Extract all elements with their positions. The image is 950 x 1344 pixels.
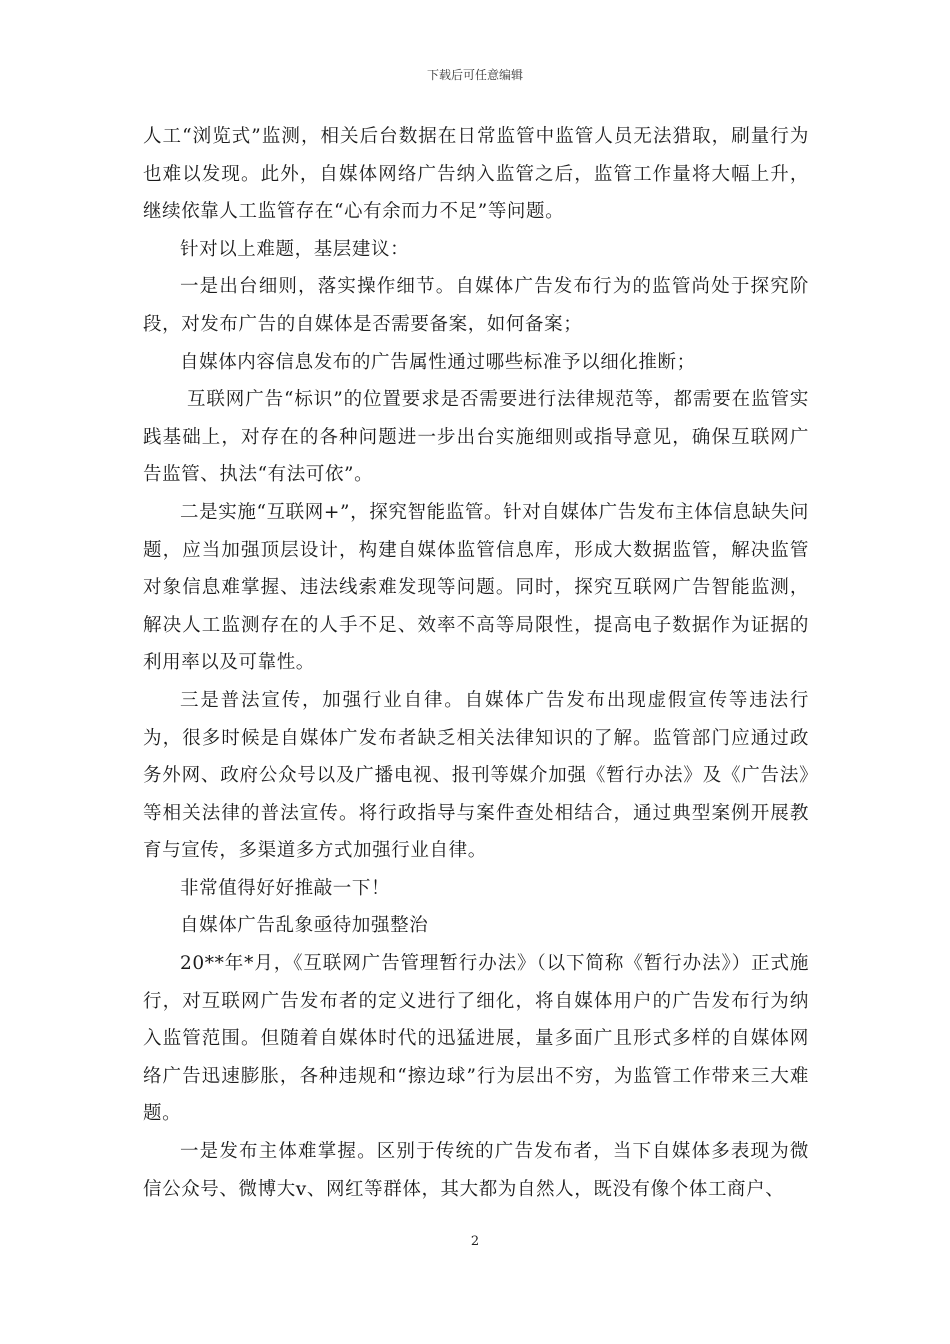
document-body <box>143 118 809 1208</box>
page-header: 下载后可任意编辑 <box>426 68 523 82</box>
paragraph-suggestion-three: 三是普法宣传，加强行业自律。自媒体广告发布出现虚假宣传等违法行为，很多时候是自媒体广发布者缺乏相关法律知识的了解。监管部门应通过政务外网、政府公众号以及广播电视、报刊等媒介加强《暂行办法》及《广告法》等相关法律的普法宣传。将行政指导与案件查处相结合，通过典型案例开展教育与宣传，多渠道多方式加强行业自律。 <box>143 689 809 862</box>
paragraph-suggestion-one: 一是出台细则，落实操作细节。自媒体广告发布行为的监管尚处于探究阶段，对发布广告的自媒体是否需要备案，如何备案； <box>143 276 809 335</box>
paragraph-ad-label-rules: 互联网广告“标识”的位置要求是否需要进行法律规范等，都需要在监管实践基础上，对存在的各种问题进一步出台实施细则或指导意见，确保互联网广告监管、执法“有法可依”。 <box>143 389 809 486</box>
paragraph-ad-attribute-standards: 自媒体内容信息发布的广告属性通过哪些标准予以细化推断； <box>180 351 696 373</box>
paragraph-suggestion-two: 二是实施“互联网+”，探究智能监管。针对自媒体广告发布主体信息缺失问题，应当加强顶层设计，构建自媒体监管信息库，形成大数据监管，解决监管对象信息难掌握、违法线索难发现等问题。同时，探究互联网广告智能监测，解决人工监测存在的人手不足、效率不高等局限性，提高电子数据作为证据的利用率以及可靠性。 <box>143 501 809 674</box>
page-number: 2 <box>470 1234 480 1249</box>
section-heading: 自媒体广告乱象亟待加强整治 <box>180 915 429 937</box>
paragraph-remark: 非常值得好好推敲一下！ <box>180 877 391 899</box>
paragraph-regulation-intro: 20**年*月，《互联网广告管理暂行办法》（以下简称《暂行办法》）正式施行，对互联网广告发布者的定义进行了细化，将自媒体用户的广告发布行为纳入监管范围。但随着自媒体时代的迅猛进展，量多面广且形式多样的自媒体网络广告迅速膨胀，各种违规和“擦边球”行为层出不穷，为监管工作带来三大难题。 <box>143 953 809 1125</box>
paragraph-suggestions-intro: 针对以上难题，基层建议： <box>180 238 410 260</box>
paragraph-problem-one: 一是发布主体难掌握。区别于传统的广告发布者，当下自媒体多表现为微信公众号、微博大v、网红等群体，其大都为自然人，既没有像个体工商户、 <box>143 1141 809 1200</box>
paragraph-continued-monitoring: 人工“浏览式”监测，相关后台数据在日常监管中监管人员无法猎取，刷量行为也难以发现。此外，自媒体网络广告纳入监管之后，监管工作量将大幅上升，继续依靠人工监管存在“心有余而力不足”等问题。 <box>143 126 809 223</box>
